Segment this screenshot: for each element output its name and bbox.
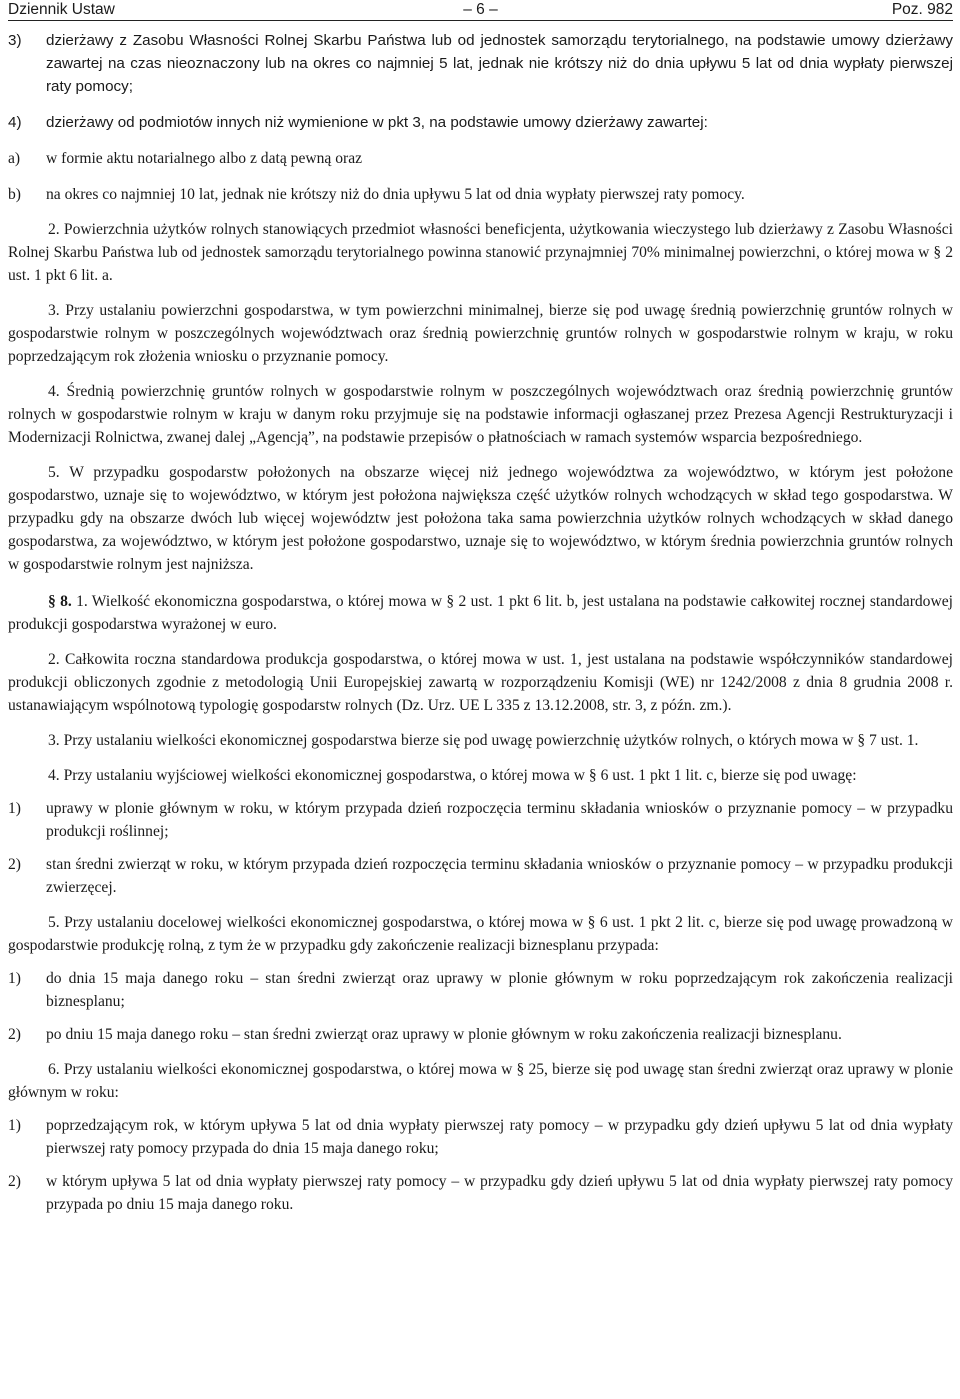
item-text: dzierżawy od podmiotów innych niż wymienione w pkt 3, na podstawie umowy dzierżawy zawartej: <box>46 114 708 131</box>
item-number: 2) <box>8 1173 21 1190</box>
section-8-paragraph-1 <box>8 590 953 636</box>
item-letter: b) <box>8 186 21 203</box>
paragraph-4: 4. Średnią powierzchnię gruntów rolnych w gospodarstwie rolnym w poszczególnych województwach oraz średnią powierzchnię gruntów rolnych w gospodarstwie rolnym w kraju w danym roku przyjmuje się na podstawie informacji ogłaszanej przez Prezesa Agencji Restrukturyzacji i Modernizacji Rolnictwa, zwanej dalej „Agencją”, na podstawie przepisów o płatnościach w ramach systemów wsparcia bezpośredniego. <box>8 383 953 446</box>
item-number: 1) <box>8 1117 21 1134</box>
list-item <box>8 1023 953 1046</box>
sub-list-item <box>8 183 953 206</box>
section-8-heading: § 8. <box>48 593 72 610</box>
section-8-paragraph-5: 5. Przy ustalaniu docelowej wielkości ekonomicznej gospodarstwa, o której mowa w § 6 ust. 1 pkt 2 lit. c, bierze się pod uwagę prowadzoną w gospodarstwie produkcję rolną, z tym że w przypadku gdy zakończenie realizacji biznesplanu przypada: <box>8 914 953 954</box>
list-item <box>8 29 953 98</box>
section-8-paragraph-6: 6. Przy ustalaniu wielkości ekonomicznej gospodarstwa, o której mowa w § 25, bierze się pod uwagę stan średni zwierząt oraz uprawy w plonie głównym w roku: <box>8 1061 953 1101</box>
list-item <box>8 853 953 899</box>
item-number: 1) <box>8 970 21 987</box>
section-8-paragraph-3: 3. Przy ustalaniu wielkości ekonomicznej gospodarstwa bierze się pod uwagę powierzchnię użytków rolnych, o których mowa w § 7 ust. 1. <box>48 732 919 749</box>
item-text: po dniu 15 maja danego roku – stan średni zwierząt oraz uprawy w plonie głównym w roku zakończenia realizacji biznesplanu. <box>46 1026 842 1043</box>
item-number: 1) <box>8 800 21 817</box>
paragraph-5: 5. W przypadku gospodarstw położonych na obszarze więcej niż jednego województwa za województwo, w którym jest położone gospodarstwo, uznaje się to województwo, w którym jest położona największa część użytków rolnych wchodzących w skład tego gospodarstwa. W przypadku gdy na obszarze dwóch lub więcej województw jest położona taka sama powierzchnia użytków rolnych wchodzących w skład danego gospodarstwa, za województwo, w którym jest położone gospodarstwo, uznaje się to województwo, w którym średnia powierzchnia gruntów rolnych w gospodarstwie rolnym jest najniższa. <box>8 464 953 573</box>
list-item <box>8 1170 953 1216</box>
page-header <box>8 0 953 22</box>
item-number: 3) <box>8 32 22 49</box>
paragraph-text: 1. Wielkość ekonomiczna gospodarstwa, o której mowa w § 2 ust. 1 pkt 6 lit. b, jest ustalana na podstawie całkowitej rocznej standardowej produkcji gospodarstwa wyrażonej w euro. <box>8 593 953 633</box>
item-text: w formie aktu notarialnego albo z datą pewną oraz <box>46 150 363 167</box>
item-text: poprzedzającym rok, w którym upływa 5 lat od dnia wypłaty pierwszej raty pomocy – w przypadku gdy dzień upływu 5 lat od dnia wypłaty pierwszej raty pomocy przypada do dnia 15 maja danego roku; <box>46 1117 953 1157</box>
item-text: w którym upływa 5 lat od dnia wypłaty pierwszej raty pomocy – w przypadku gdy dzień upływu 5 lat od dnia wypłaty pierwszej raty pomocy przypada po dniu 15 maja danego roku. <box>46 1173 953 1213</box>
paragraph-2: 2. Powierzchnia użytków rolnych stanowiących przedmiot własności beneficjenta, użytkowania wieczystego lub dzierżawy z Zasobu Własności Rolnej Skarbu Państwa lub od jednostek samorządu terytorialnego powinna stanowić przynajmniej 70% minimalnej powierzchni, o której mowa w § 2 ust. 1 pkt 6 lit. a. <box>8 221 953 284</box>
item-text: na okres co najmniej 10 lat, jednak nie krótszy niż do dnia upływu 5 lat od dnia wypłaty pierwszej raty pomocy. <box>46 186 745 203</box>
item-text: do dnia 15 maja danego roku – stan średni zwierząt oraz uprawy w plonie głównym w roku poprzedzającym rok zakończenia realizacji biznesplanu; <box>46 970 953 1010</box>
list-item <box>8 111 953 134</box>
section-8-paragraph-2: 2. Całkowita roczna standardowa produkcja gospodarstwa, o której mowa w ust. 1, jest ustalana na podstawie współczynników standardowej produkcji obliczonych zgodnie z metodologią Unii Europejskiej zawartą w rozporządzeniu Komisji (WE) nr 1242/2008 z dnia 8 grudnia 2008 r. ustanawiającym wspólnotową typologię gospodarstw rolnych (Dz. Urz. UE L 335 z 13.12.2008, str. 3, z późn. zm.). <box>8 651 953 714</box>
page-number: – 6 – <box>463 1 498 18</box>
section-8-paragraph-4: 4. Przy ustalaniu wyjściowej wielkości ekonomicznej gospodarstwa, o której mowa w § 6 ust. 1 pkt 1 lit. c, bierze się pod uwagę: <box>48 767 857 784</box>
list-item <box>8 1114 953 1160</box>
list-item <box>8 797 953 843</box>
item-number: 2) <box>8 1026 21 1043</box>
journal-title: Dziennik Ustaw <box>8 1 115 18</box>
sub-list-item <box>8 147 953 170</box>
item-letter: a) <box>8 150 21 167</box>
item-text: uprawy w plonie głównym w roku, w którym przypada dzień rozpoczęcia terminu składania wniosków o przyznanie pomocy – w przypadku produkcji roślinnej; <box>46 800 953 840</box>
list-item <box>8 967 953 1013</box>
paragraph-3: 3. Przy ustalaniu powierzchni gospodarstwa, w tym powierzchni minimalnej, bierze się pod uwagę średnią powierzchnię gruntów rolnych w gospodarstwie rolnym w poszczególnych województwach oraz średnią powierzchnię gruntów rolnych w gospodarstwie rolnym w kraju, w roku poprzedzającym rok złożenia wniosku o przyznanie pomocy. <box>8 302 953 365</box>
document-body <box>8 22 953 1216</box>
position-number: Poz. 982 <box>891 1 953 18</box>
item-text: dzierżawy z Zasobu Własności Rolnej Skarbu Państwa lub od jednostek samorządu terytorialnego, na podstawie umowy dzierżawy zawartej na czas nieoznaczony lub na okres co najmniej 5 lat, jednak nie krótszy niż do dnia upływu 5 lat od dnia wypłaty pierwszej raty pomocy; <box>46 32 953 95</box>
item-number: 2) <box>8 856 21 873</box>
item-text: stan średni zwierząt w roku, w którym przypada dzień rozpoczęcia terminu składania wniosków o przyznanie pomocy – w przypadku produkcji zwierzęcej. <box>46 856 953 896</box>
item-number: 4) <box>8 114 22 131</box>
